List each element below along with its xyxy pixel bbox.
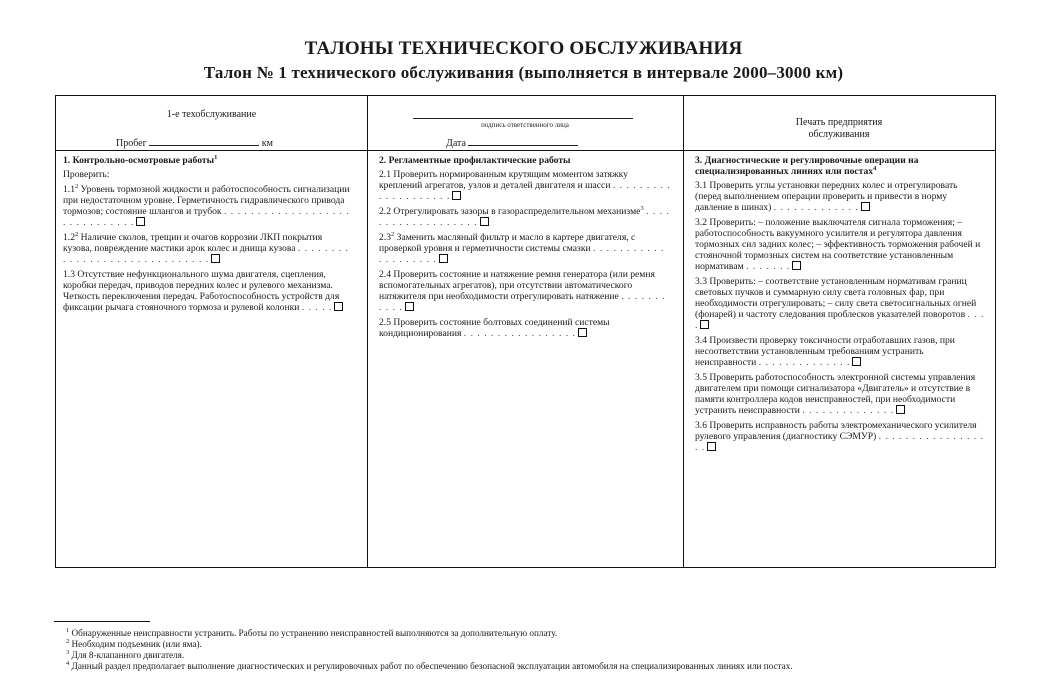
checkbox[interactable] bbox=[852, 357, 861, 366]
section3-heading: 3. Диагностические и регулировочные операции на специализированных линиях или постах$^4$ bbox=[695, 155, 919, 177]
checklist-item-1-1: $1.1^2$ Уровень тормозной жидкости и работоспособность сигнализации при недостаточном уровне. Герметичность гидравлического привода тормозов; состояние шлангов и трубок . . . . . . . . . . . . . . . . . . . . . . . . . . . . . . bbox=[63, 182, 350, 228]
checklist-item-2-4: 2.4 Проверить состояние и натяжение ремня генератора (или ремня вспомогательных агрегатов), при отсутствии автоматического натяжителя при необходимости отрегулировать натяжение . . . . . . . . . . . bbox=[379, 269, 666, 313]
section-maintenance bbox=[379, 155, 671, 343]
checkbox[interactable] bbox=[578, 328, 587, 337]
signature-line[interactable] bbox=[413, 118, 633, 119]
coupon-subtitle: Талон № 1 технического обслуживания (выполняется в интервале 2000–3000 км) bbox=[203, 63, 844, 82]
signature-caption: подпись ответственного лица bbox=[481, 121, 569, 129]
section2-heading: 2. Регламентные профилактические работы bbox=[379, 155, 571, 166]
section1-heading: 1. Контрольно-осмотровые работы$^1$ bbox=[63, 153, 218, 166]
checklist-item-1-3: 1.3 Отсутствие нефункционального шума двигателя, сцепления, коробки передач, приводов передних колес и рулевого механизма. Четкость переключения передач. Работоспособность устройств для фиксации рычага стояночного тормоза и рулевой колонки . . . . . bbox=[63, 269, 353, 313]
mileage-label: Пробег bbox=[116, 138, 147, 149]
section-inspection bbox=[63, 155, 353, 317]
checkbox[interactable] bbox=[700, 320, 709, 329]
check-label: Проверить: bbox=[63, 169, 110, 180]
checkbox[interactable] bbox=[334, 302, 343, 311]
date-field bbox=[446, 136, 578, 149]
header-divider bbox=[56, 150, 995, 151]
checkbox[interactable] bbox=[480, 217, 489, 226]
date-label: Дата bbox=[446, 138, 466, 149]
checklist-item-3-2: 3.2 Проверить: – положение выключателя сигнала торможения; – работоспособность вакуумного усилителя и регулятора давления тормозных сил задних колес; – эффективность торможения рабочей и стояночной тормозных систем на соответствие установленным нормативам . . . . . . . bbox=[695, 217, 981, 272]
page-title: ТАЛОНЫ ТЕХНИЧЕСКОГО ОБСЛУЖИВАНИЯ bbox=[304, 38, 743, 59]
checkbox[interactable] bbox=[707, 442, 716, 451]
footnote-1: $^1$ Обнаруженные неисправности устранить. Работы по устранению неисправностей выполняются за дополнительную оплату. bbox=[66, 626, 558, 638]
checkbox[interactable] bbox=[452, 191, 461, 200]
checklist-item-2-1: 2.1 Проверить нормированным крутящим моментом затяжку креплений агрегатов, узлов и деталей двигателя и шасси . . . . . . . . . . . . . . . . . . . . bbox=[379, 169, 671, 202]
footnote-3: $^3$ Для 8-клапанного двигателя. bbox=[66, 648, 185, 660]
checklist-item-3-4: 3.4 Произвести проверку токсичности отработавших газов, при несоответствии установленным требованиям устранить неисправности . . . . . . . . . . . . . . bbox=[695, 335, 955, 368]
footnote-4: $^4$ Данный раздел предполагает выполнение диагностических и регулировочных работ по обеспечению безопасной эксплуатации автомобиля на специализированных линиях или постах. bbox=[66, 659, 793, 671]
header-service-number: 1-е техобслуживание bbox=[166, 109, 257, 120]
checkbox[interactable] bbox=[211, 254, 220, 263]
checklist-item-2-3: $2.3^2$ Заменить масляный фильтр и масло в картере двигателя, с проверкой уровня и герметичности системы смазки . . . . . . . . . . . . . . . . . . . . bbox=[379, 230, 665, 265]
footnote-2: $^2$ Необходим подъемник (или яма). bbox=[66, 637, 202, 649]
checklist-item-3-5: 3.5 Проверить работоспособность электронной системы управления двигателем при помощи сигнализатора «Двигатель» и отсутствие в памяти контроллера кодов неисправностей, при необходимости устранить неисправности . . . . . . . . . . . . . . bbox=[695, 372, 976, 416]
checkbox[interactable] bbox=[136, 217, 145, 226]
maintenance-table bbox=[55, 95, 996, 568]
checkbox[interactable] bbox=[896, 405, 905, 414]
checkbox[interactable] bbox=[439, 254, 448, 263]
checklist-item-3-3: 3.3 Проверить: – соответствие установленным нормативам границ световых пучков и суммарную силу света головных фар, при необходимости отрегулировать; – силу света светосигнальных огней (фонарей) и частоту следования проблесков указателей поворотов . . . . bbox=[695, 276, 985, 331]
checkbox[interactable] bbox=[405, 302, 414, 311]
checkbox[interactable] bbox=[861, 202, 870, 211]
checklist-item-1-2: $1.2^2$ Наличие сколов, трещин и очагов коррозии ЛКП покрытия кузова, повреждение мастики арок колес и днища кузова . . . . . . . . . . . . . . . . . . . . . . . . . . . . . . bbox=[63, 230, 349, 265]
stamp-title-line1: Печать предприятия bbox=[795, 117, 883, 128]
date-input-line[interactable] bbox=[468, 136, 578, 146]
column-divider bbox=[683, 96, 684, 567]
footnote-separator bbox=[54, 621, 150, 622]
mileage-field bbox=[116, 136, 336, 149]
checkbox[interactable] bbox=[792, 261, 801, 270]
mileage-unit: км bbox=[261, 138, 273, 149]
mileage-input-line[interactable] bbox=[149, 136, 259, 146]
column-divider bbox=[367, 96, 368, 567]
checklist-item-2-2: 2.2 Отрегулировать зазоры в газораспределительном механизме$^3$ . . . . . . . . . . . . . . . . . . . bbox=[379, 204, 670, 228]
checklist-item-3-1: 3.1 Проверить углы установки передних колес и отрегулировать (перед выполнением операции проверить и привести в норму давление в шинах) . . . . . . . . . . . . . bbox=[695, 180, 958, 213]
section-diagnostics bbox=[695, 155, 985, 457]
checklist-item-2-5: 2.5 Проверить состояние болтовых соединений системы кондиционирования . . . . . . . . . . . . . . . . . bbox=[379, 317, 610, 339]
stamp-title-line2: обслуживания bbox=[808, 129, 870, 140]
checklist-item-3-6: 3.6 Проверить исправность работы электромеханического усилителя рулевого управления (диагностику СЭМУР) . . . . . . . . . . . . . . . . . . bbox=[695, 420, 984, 453]
